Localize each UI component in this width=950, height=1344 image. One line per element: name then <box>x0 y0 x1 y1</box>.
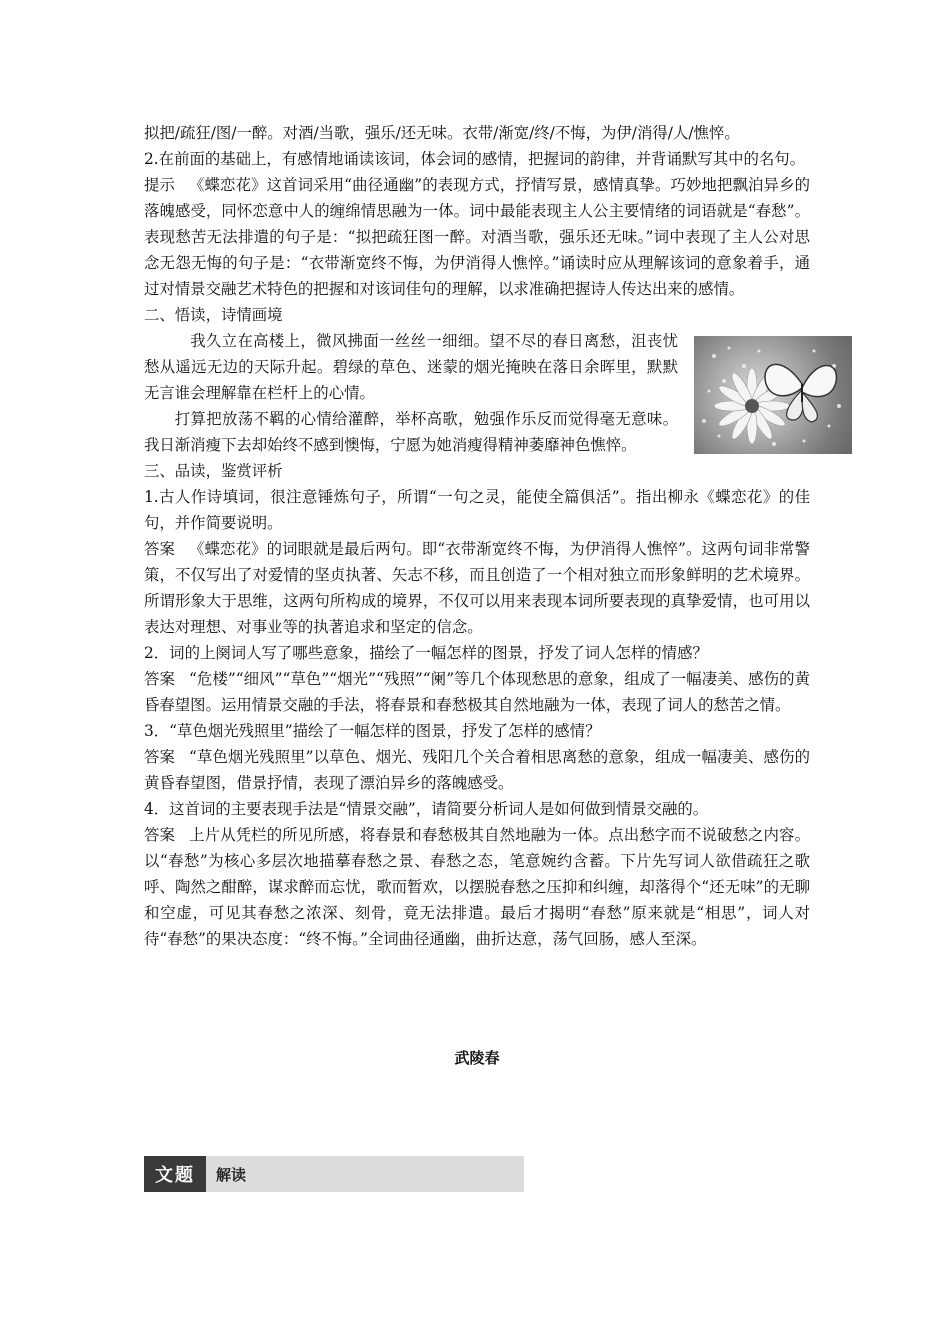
answer-text: 《蝶恋花》的词眼就是最后两句。即“衣带渐宽终不悔，为伊消得人憔悴”。这两句词非常警策，不仅写出了对爱情的坚贞执著、矢志不移，而且创造了一个相对独立而形象鲜明的艺术境界。所谓形象大于思维，这两句所构成的境界，不仅可以用来表现本词所要表现的真挚爱情，也可用以表达对理想、对事业等的执著追求和坚定的信念。 <box>144 540 810 636</box>
translation-paragraph-2: 打算把放荡不羁的心情给灌醉，举杯高歌，勉强作乐反而觉得毫无意味。我日渐消瘦下去却始终不感到懊悔，宁愿为她消瘦得精神萎靡神色憔悴。 <box>144 410 678 454</box>
answer-label: 答案 <box>144 748 176 766</box>
answer-text: “草色烟光残照里”以草色、烟光、残阳几个关合着相思离愁的意象，组成一幅凄美、感伤的黄昏春望图，借景抒情，表现了漂泊异乡的落魄感受。 <box>144 748 810 792</box>
butterfly-flower-image <box>694 336 852 454</box>
hint-text: 《蝶恋花》这首词采用“曲径通幽”的表现方式，抒情写景，感情真挚。巧妙地把飘泊异乡的落魄感受，同怀恋意中人的缠绵情思融为一体。词中最能表现主人公主要情绪的词语就是“春愁”。表现愁苦无法排遣的句子是：“拟把疏狂图一醉。对酒当歌，强乐还无味。”词中表现了主人公对思念无怨无悔的句子是：“衣带渐宽终不悔，为伊消得人憔悴。”诵读时应从理解该词的意象着手，通过对情景交融艺术特色的把握和对该词佳句的理解，以求准确把握诗人传达出来的感情。 <box>144 176 810 298</box>
answer-label: 答案 <box>144 826 176 844</box>
section-heading-2: 二、悟读，诗情画境 <box>144 306 283 324</box>
answer-3 <box>144 744 810 796</box>
hint-label: 提示 <box>144 176 176 194</box>
question-1: 1.古人作诗填词，很注意锤炼句子，所谓“一句之灵，能使全篇俱活”。指出柳永《蝶恋花》的佳句，并作简要说明。 <box>144 488 810 532</box>
section-heading-3: 三、品读，鉴赏评析 <box>144 462 283 480</box>
translation-block <box>144 328 810 458</box>
question-3: 3．“草色烟光残照里”描绘了一幅怎样的图景，抒发了怎样的感情？ <box>144 722 601 740</box>
answer-text: 上片从凭栏的所见所感，将春景和春愁极其自然地融为一体。点出愁字而不说破愁之内容。以“春愁”为核心多层次地描摹春愁之景、春愁之态，笔意婉约含蓄。下片先写词人欲借疏狂之歌呼、陶然之酣醉，谋求醉而忘忧，歌而暂欢，以摆脱春愁之压抑和纠缠，却落得个“还无味”的无聊和空虚，可见其春愁之浓深、刻骨，竟无法排遣。最后才揭明“春愁”原来就是“相思”，词人对待“春愁”的果决态度：“终不悔。”全词曲径通幽，曲折达意，荡气回肠，感人至深。 <box>144 826 810 948</box>
answer-text: “危楼”“细风”“草色”“烟光”“残照”“阑”等几个体现愁思的意象，组成了一幅凄美、感伤的黄昏春望图。运用情景交融的手法，将春景和春愁极其自然地融为一体，表现了词人的愁苦之情。 <box>144 670 810 714</box>
translation-paragraph-1: 我久立在高楼上，微风拂面一丝丝一细细。望不尽的春日离愁，沮丧忧愁从遥远无边的天际升起。碧绿的草色、迷蒙的烟光掩映在落日余晖里，默默无言谁会理解靠在栏杆上的心情。 <box>144 332 678 402</box>
banner-main-label: 文题 <box>144 1156 206 1192</box>
section-banner <box>144 1156 524 1192</box>
answer-label: 答案 <box>144 540 176 558</box>
banner-sub-label: 解读 <box>216 1165 247 1184</box>
question-4: 4．这首词的主要表现手法是“情景交融”，请简要分析词人是如何做到情景交融的。 <box>144 800 709 818</box>
next-poem-title: 武陵春 <box>454 1049 500 1067</box>
segmented-poem-line: 拟把/疏狂/图/一醉。对酒/当歌，强乐/还无味。衣带/渐宽/终/不悔，为伊/消得/人/憔悴。 <box>144 124 740 142</box>
document-body <box>144 120 810 952</box>
hint-paragraph <box>144 172 810 302</box>
answer-1 <box>144 536 810 640</box>
translation-text <box>144 328 678 458</box>
question-2b: 2．词的上阕词人写了哪些意象，描绘了一幅怎样的图景，抒发了词人怎样的情感？ <box>144 644 708 662</box>
answer-2 <box>144 666 810 718</box>
answer-label: 答案 <box>144 670 175 688</box>
answer-4 <box>144 822 810 952</box>
question-2: 2.在前面的基础上，有感情地诵读该词，体会词的感情，把握词的韵律，并背诵默写其中的名句。 <box>144 150 806 168</box>
